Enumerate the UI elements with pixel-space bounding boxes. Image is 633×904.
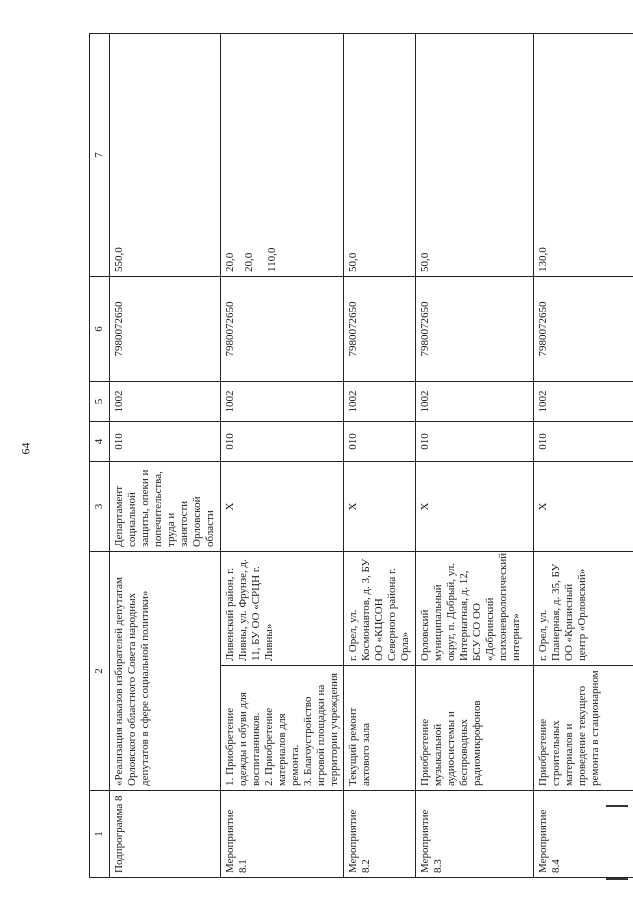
measure-address: Орловский муниципальный округ, п. Добрый, ул. Интернатная, д. 12, БСУ СО ОО «Добринский психоневрологический интернат» xyxy=(416,552,534,666)
rotated-table-container xyxy=(89,34,609,878)
subprogram-code-6: 7980072650 xyxy=(110,277,221,382)
table-row xyxy=(344,34,416,878)
measure-code-4: 010 xyxy=(344,422,416,462)
subprogram-code-5: 1002 xyxy=(110,382,221,422)
measure-address: Ливенский район, г. Ливны, ул. Фрунзе, д. 11, БУ ОО «СРЦН г. Ливны» xyxy=(220,552,344,666)
subprogram-row xyxy=(110,34,221,878)
measure-description xyxy=(344,666,416,791)
measure-code-4: 010 xyxy=(416,422,534,462)
measure-code-4: 010 xyxy=(220,422,344,462)
page-number: 64 xyxy=(18,442,33,455)
table-row xyxy=(220,34,344,878)
measure-description xyxy=(416,666,534,791)
amount-line: 20,0 xyxy=(242,252,255,272)
scan-mark xyxy=(606,878,628,880)
measure-department: Х xyxy=(534,462,633,552)
budget-table xyxy=(89,33,633,878)
table-row xyxy=(534,34,633,878)
measure-description xyxy=(534,666,633,791)
measure-address: г. Орел, ул. Планерная, д. 35, БУ ОО «Кризисный центр «Орловский» xyxy=(534,552,633,666)
subprogram-description: «Реализация наказов избирателей депутатам Орловского областного Совета народных депутатов в сфере социальной политики» xyxy=(110,552,221,791)
measure-code-5: 1002 xyxy=(534,382,633,422)
measure-code-5: 1002 xyxy=(220,382,344,422)
measure-code-6: 7980072650 xyxy=(344,277,416,382)
amount-line: 110,0 xyxy=(265,247,278,272)
measure-department: Х xyxy=(416,462,534,552)
amount-line: 50,0 xyxy=(347,252,360,272)
header-col-7: 7 xyxy=(90,34,110,277)
subprogram-code-4: 010 xyxy=(110,422,221,462)
scan-mark xyxy=(606,805,628,807)
measure-title: Мероприятие 8.1 xyxy=(220,791,344,878)
measure-description xyxy=(220,666,344,791)
header-col-5: 5 xyxy=(90,382,110,422)
measure-amount xyxy=(534,34,633,277)
measure-code-6: 7980072650 xyxy=(220,277,344,382)
measure-title: Мероприятие 8.2 xyxy=(344,791,416,878)
measure-department: Х xyxy=(220,462,344,552)
header-col-3: 3 xyxy=(90,462,110,552)
document-page xyxy=(89,34,609,878)
measure-department: Х xyxy=(344,462,416,552)
measure-title: Мероприятие 8.3 xyxy=(416,791,534,878)
header-col-6: 6 xyxy=(90,277,110,382)
subprogram-department: Департамент социальной защиты, опеки и попечительства, труда и занятости Орловской области xyxy=(110,462,221,552)
amount-line: 20,0 xyxy=(223,252,236,272)
measure-title: Мероприятие 8.4 xyxy=(534,791,633,878)
measure-amount xyxy=(416,34,534,277)
measure-description-line: Приобретение музыкальной аудиосистемы и беспроводных радиомикрофонов xyxy=(419,700,484,786)
table-row xyxy=(416,34,534,878)
measure-code-4: 010 xyxy=(534,422,633,462)
amount-line: 130,0 xyxy=(537,247,550,272)
measure-amount xyxy=(220,34,344,277)
measure-description-line: Приобретение строительных материалов и проведение текущего ремонта в стационарном xyxy=(537,670,602,786)
subprogram-amount: 550,0 xyxy=(110,34,221,277)
measure-description-line: 1. Приобретение одежды и обуви для воспитанников. xyxy=(223,692,262,786)
amount-line: 50,0 xyxy=(419,252,432,272)
measure-amount xyxy=(344,34,416,277)
measure-code-6: 7980072650 xyxy=(416,277,534,382)
measure-description-line: Текущий ремонт актового зала xyxy=(347,707,373,786)
measure-code-5: 1002 xyxy=(344,382,416,422)
header-col-4: 4 xyxy=(90,422,110,462)
subprogram-title: Подпрограмма 8 xyxy=(110,791,221,878)
measure-description-line: 2. Приобретение материалов для ремонта. xyxy=(262,707,301,786)
measure-address: г. Орел, ул. Космонавтов, д. 3, БУ ОО «КЦСОН Северного района г. Орла» xyxy=(344,552,416,666)
header-row xyxy=(90,34,110,878)
measure-description-line: 3. Благоустройство игровой площадки на территории учреждения xyxy=(301,672,340,786)
header-col-2: 2 xyxy=(90,552,110,791)
header-col-1: 1 xyxy=(90,791,110,878)
measure-code-5: 1002 xyxy=(416,382,534,422)
measure-code-6: 7980072650 xyxy=(534,277,633,382)
